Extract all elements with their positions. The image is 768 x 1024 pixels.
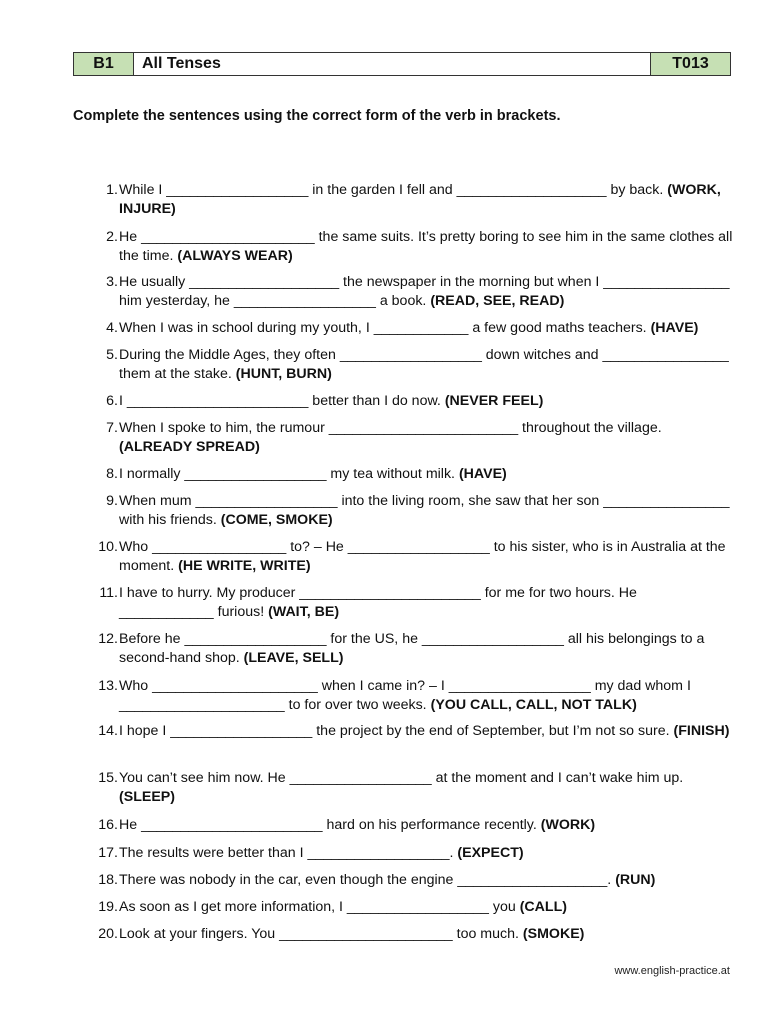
- item-text: You can’t see him now. He __________________ at the moment and I can’t wake him up.: [119, 770, 684, 786]
- item-text: I normally __________________ my tea without milk.: [119, 466, 455, 482]
- item-hint: (HAVE): [458, 466, 507, 482]
- item-text: As soon as I get more information, I __________________ you: [119, 899, 516, 915]
- item-number: 14.: [98, 723, 118, 739]
- item-text: When I was in school during my youth, I ____________ a few good maths teachers.: [119, 320, 647, 336]
- item-number: 12.: [98, 631, 118, 647]
- item-text: I hope I __________________ the project by the end of September, but I’m not so sure.: [119, 723, 670, 739]
- exercise-item-19: [90, 898, 735, 917]
- exercise-item-11: [90, 584, 735, 622]
- exercise-item-13: [90, 677, 735, 715]
- item-number: 2.: [106, 229, 118, 245]
- worksheet-title: All Tenses: [134, 53, 650, 75]
- item-number: 10.: [98, 539, 118, 555]
- exercise-item-2: [90, 228, 735, 266]
- exercise-item-17: [90, 844, 735, 863]
- exercise-item-4: [90, 319, 735, 338]
- item-number: 13.: [98, 678, 118, 694]
- exercise-item-14: [90, 722, 735, 741]
- item-text: Before he __________________ for the US, he __________________ all his belongings to a second-hand shop.: [119, 631, 705, 666]
- item-text: There was nobody in the car, even though the engine ___________________.: [119, 872, 612, 888]
- instructions: Complete the sentences using the correct form of the verb in brackets.: [73, 108, 561, 124]
- item-number: 3.: [106, 274, 118, 290]
- item-number: 7.: [106, 420, 118, 436]
- item-number: 16.: [98, 817, 118, 833]
- item-text: He _______________________ hard on his performance recently.: [119, 817, 537, 833]
- footer-url: www.english-practice.at: [614, 965, 730, 977]
- item-hint: (FINISH): [673, 723, 730, 739]
- item-text: I _______________________ better than I do now.: [119, 393, 441, 409]
- item-number: 8.: [106, 466, 118, 482]
- exercise-item-7: [90, 419, 735, 457]
- item-number: 17.: [98, 845, 118, 861]
- item-text: During the Middle Ages, they often __________________ down witches and ________________ them at the stake.: [119, 347, 729, 382]
- exercise-item-10: [90, 538, 735, 576]
- exercise-item-6: [90, 392, 735, 411]
- worksheet-header: [73, 52, 731, 76]
- exercise-item-9: [90, 492, 735, 530]
- item-number: 1.: [106, 182, 118, 198]
- item-number: 4.: [106, 320, 118, 336]
- item-text: Look at your fingers. You ______________________ too much.: [119, 926, 519, 942]
- item-hint: (ALREADY SPREAD): [119, 439, 260, 455]
- item-hint: (READ, SEE, READ): [430, 293, 565, 309]
- item-hint: (HAVE): [650, 320, 699, 336]
- item-hint: (ALWAYS WEAR): [177, 248, 293, 264]
- exercise-item-20: [90, 925, 735, 944]
- item-text: Who _____________________ when I came in? – I __________________ my dad whom I _____________________ to for over two weeks.: [119, 678, 691, 713]
- item-hint: (COME, SMOKE): [220, 512, 333, 528]
- exercise-item-3: [90, 273, 735, 311]
- item-hint: (RUN): [615, 872, 656, 888]
- item-hint: (NEVER FEEL): [444, 393, 544, 409]
- item-hint: (YOU CALL, CALL, NOT TALK): [430, 697, 637, 713]
- item-text: He usually ___________________ the newspaper in the morning but when I ________________ him yesterday, he __________________ a book.: [119, 274, 730, 309]
- item-number: 9.: [106, 493, 118, 509]
- item-hint: (WORK, INJURE): [119, 182, 721, 217]
- item-text: I have to hurry. My producer _______________________ for me for two hours. He ____________ furious!: [119, 585, 637, 620]
- item-text: He ______________________ the same suits. It’s pretty boring to see him in the same clothes all the time.: [119, 229, 733, 264]
- item-number: 19.: [98, 899, 118, 915]
- exercise-item-18: [90, 871, 735, 890]
- worksheet-code: T013: [650, 53, 730, 75]
- item-text: When mum __________________ into the living room, she saw that her son ________________ with his friends.: [119, 493, 730, 528]
- item-text: While I __________________ in the garden I fell and ___________________ by back.: [119, 182, 664, 198]
- item-hint: (HE WRITE, WRITE): [178, 558, 311, 574]
- item-number: 15.: [98, 770, 118, 786]
- item-hint: (SMOKE): [522, 926, 585, 942]
- exercise-item-15: [90, 769, 735, 807]
- exercise-item-1: [90, 181, 735, 219]
- item-hint: (WORK): [540, 817, 596, 833]
- item-hint: (EXPECT): [457, 845, 524, 861]
- item-number: 18.: [98, 872, 118, 888]
- item-hint: (WAIT, BE): [268, 604, 340, 620]
- item-text: Who _________________ to? – He __________________ to his sister, who is in Australia at the moment.: [119, 539, 726, 574]
- item-number: 20.: [98, 926, 118, 942]
- item-text: When I spoke to him, the rumour ________________________ throughout the village.: [119, 420, 662, 436]
- item-number: 11.: [99, 585, 118, 601]
- exercise-item-12: [90, 630, 735, 668]
- item-number: 5.: [106, 347, 118, 363]
- item-text: The results were better than I __________________.: [119, 845, 454, 861]
- level-badge: B1: [74, 53, 134, 75]
- exercise-item-5: [90, 346, 735, 384]
- item-hint: (SLEEP): [119, 789, 175, 805]
- item-hint: (CALL): [519, 899, 567, 915]
- exercise-item-16: [90, 816, 735, 835]
- item-number: 6.: [106, 393, 118, 409]
- item-hint: (HUNT, BURN): [235, 366, 332, 382]
- exercise-item-8: [90, 465, 735, 484]
- item-hint: (LEAVE, SELL): [243, 650, 344, 666]
